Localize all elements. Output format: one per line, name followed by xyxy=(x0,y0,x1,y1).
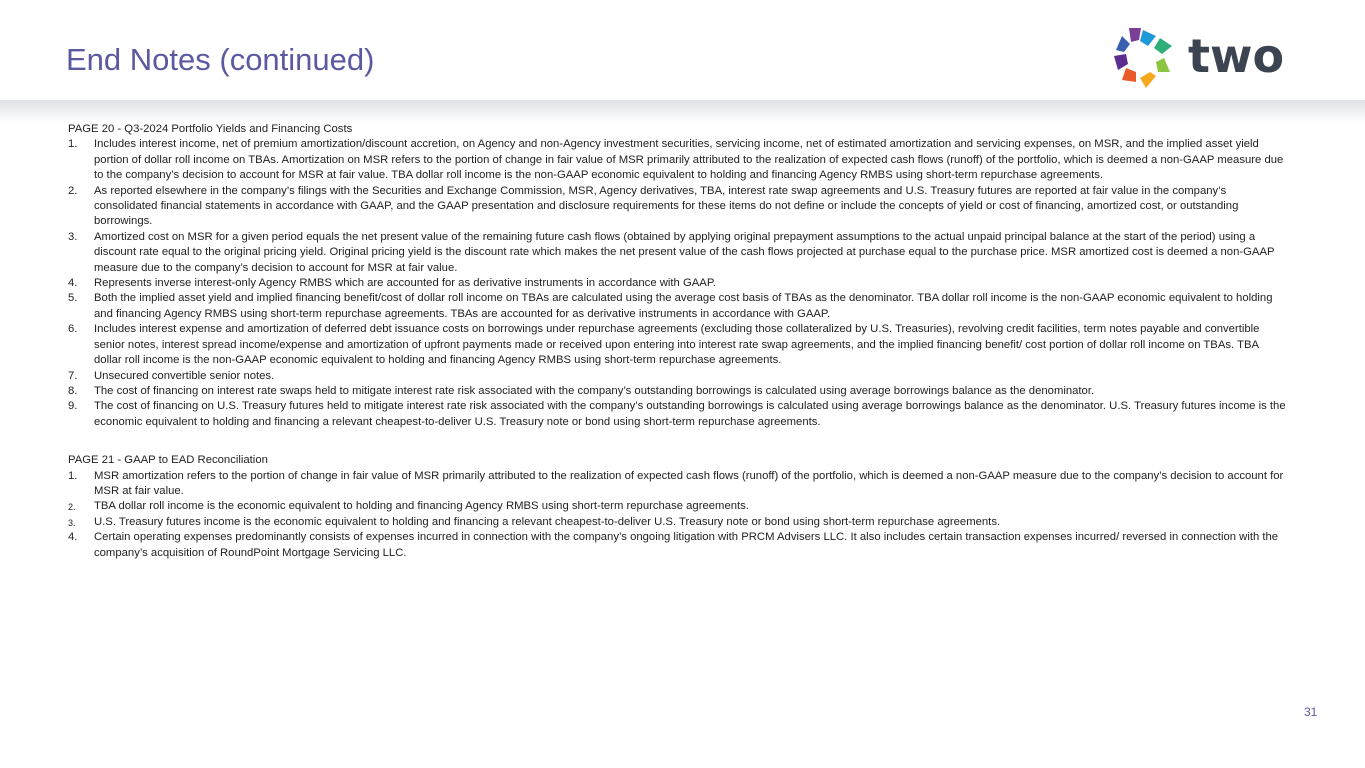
note-text: Includes interest expense and amortization of deferred debt issuance costs on borrowings under repurchase agreements (excluding those collateralized by U.S. Treasuries), revolving credit facilities, term notes payable and convertible senior notes, interest spread income/expense and amortization of upfront payments made or received upon entering into interest rate swap agreements, and the implied financing benefit/ cost portion of dollar roll income on TBAs. TBA dollar roll income is the non-GAAP economic equivalent to holding and financing Agency RMBS using short-term repurchase agreements. xyxy=(94,323,1260,367)
note-number: 1. xyxy=(68,469,78,482)
note-number: 7. xyxy=(68,369,78,382)
note-item xyxy=(68,276,1286,291)
note-text: The cost of financing on U.S. Treasury futures held to mitigate interest rate risk associated with the company’s outstanding borrowings is calculated using average borrowings balance as the denominator. U.S. Treasury futures income is the economic equivalent to holding and financing a relevant cheapest-to-deliver U.S. Treasury note or bond using short-term repurchase agreements. xyxy=(94,400,1286,428)
note-number: 4. xyxy=(68,531,78,544)
note-item xyxy=(68,530,1286,561)
note-text: Amortized cost on MSR for a given period equals the net present value of the remaining future cash flows (obtained by applying original prepayment assumptions to the actual unpaid principal balance at the start of the period) using a discount rate equal to the original pricing yield. Original pricing yield is the discount rate which makes the net present value of the cash flows projected at purchase equal to the purchase price. MSR amortized cost is deemed a non-GAAP measure due to the company’s decision to account for MSR at fair value. xyxy=(94,230,1275,274)
note-text: MSR amortization refers to the portion of change in fair value of MSR primarily attributed to the realization of expected cash flows (runoff) of the portfolio, which is deemed a non-GAAP measure due to the company’s decision to account for MSR at fair value. xyxy=(94,469,1284,497)
end-notes-content xyxy=(68,122,1286,561)
note-number: 2. xyxy=(68,502,76,513)
notes-list xyxy=(68,469,1286,561)
note-number: 3. xyxy=(68,230,78,243)
note-text: Certain operating expenses predominantly consists of expenses incurred in connection with the company’s ongoing litigation with PRCM Advisers LLC. It also includes certain transaction expenses incurred/ reversed in connection with the company’s acquisition of RoundPoint Mortgage Servicing LLC. xyxy=(94,531,1279,559)
page-title: End Notes (continued) xyxy=(66,42,375,77)
note-text: The cost of financing on interest rate swaps held to mitigate interest rate risk associated with the company’s outstanding borrowings is calculated using average borrowings balance as the denominator. xyxy=(94,384,1095,397)
logo-mark-icon xyxy=(1112,26,1178,90)
note-text: TBA dollar roll income is the economic equivalent to holding and financing Agency RMBS using short-term repurchase agreements. xyxy=(94,500,749,513)
note-item xyxy=(68,399,1286,430)
note-text: Includes interest income, net of premium amortization/discount accretion, on Agency and non-Agency investment securities, servicing income, net of estimated amortization and servicing expenses, on MSR, and the implied asset yield portion of dollar roll income on TBAs. Amortization on MSR refers to the portion of change in fair value of MSR primarily attributed to the realization of expected cash flows (runoff) of the portfolio, which is deemed a non-GAAP measure due to the company’s decision to account for MSR at fair value. TBA dollar roll income is the non-GAAP economic equivalent to holding and financing Agency RMBS using short-term repurchase agreements. xyxy=(94,138,1284,182)
company-logo xyxy=(1112,26,1294,90)
note-text: U.S. Treasury futures income is the economic equivalent to holding and financing a relevant cheapest-to-deliver U.S. Treasury note or bond using short-term repurchase agreements. xyxy=(94,515,1001,528)
section-title: PAGE 20 - Q3-2024 Portfolio Yields and Financing Costs xyxy=(68,123,353,135)
note-item xyxy=(68,384,1286,399)
notes-section-page-21 xyxy=(68,453,1286,561)
note-item xyxy=(68,137,1286,183)
note-text: Both the implied asset yield and implied financing benefit/cost of dollar roll income on TBAs are calculated using the average cost basis of TBAs as the denominator. TBA dollar roll income is the non-GAAP economic equivalent to holding and financing Agency RMBS using short-term repurchase agreements. TBAs are accounted for as derivative instruments in accordance with GAAP. xyxy=(94,292,1273,320)
note-number: 5. xyxy=(68,292,78,305)
note-item xyxy=(68,515,1286,530)
notes-list xyxy=(68,137,1286,430)
note-number: 1. xyxy=(68,138,78,151)
note-text: As reported elsewhere in the company’s filings with the Securities and Exchange Commission, MSR, Agency derivatives, TBA, interest rate swap agreements and U.S. Treasury futures are reported at fair value in the company’s consolidated financial statements in accordance with GAAP, and the GAAP presentation and disclosure requirements for these items do not define or include the concepts of yield or cost of financing, amortized cost, or outstanding borrowings. xyxy=(94,184,1239,228)
notes-section-page-20 xyxy=(68,122,1286,430)
note-number: 9. xyxy=(68,400,78,413)
note-text: Represents inverse interest-only Agency RMBS which are accounted for as derivative instruments in accordance with GAAP. xyxy=(94,277,717,290)
section-title: PAGE 21 - GAAP to EAD Reconciliation xyxy=(68,454,268,467)
note-item xyxy=(68,230,1286,276)
note-number: 6. xyxy=(68,323,78,336)
note-number: 3. xyxy=(68,517,76,528)
page-number: 31 xyxy=(1304,705,1318,719)
note-item xyxy=(68,369,1286,384)
note-text: Unsecured convertible senior notes. xyxy=(94,369,275,382)
note-number: 8. xyxy=(68,384,78,397)
note-number: 4. xyxy=(68,277,78,290)
header-divider xyxy=(0,100,1365,122)
note-item xyxy=(68,322,1286,368)
note-item xyxy=(68,499,1286,514)
note-number: 2. xyxy=(68,184,78,197)
note-item xyxy=(68,291,1286,322)
note-item xyxy=(68,469,1286,500)
note-item xyxy=(68,184,1286,230)
logo-wordmark: two xyxy=(1188,29,1285,83)
